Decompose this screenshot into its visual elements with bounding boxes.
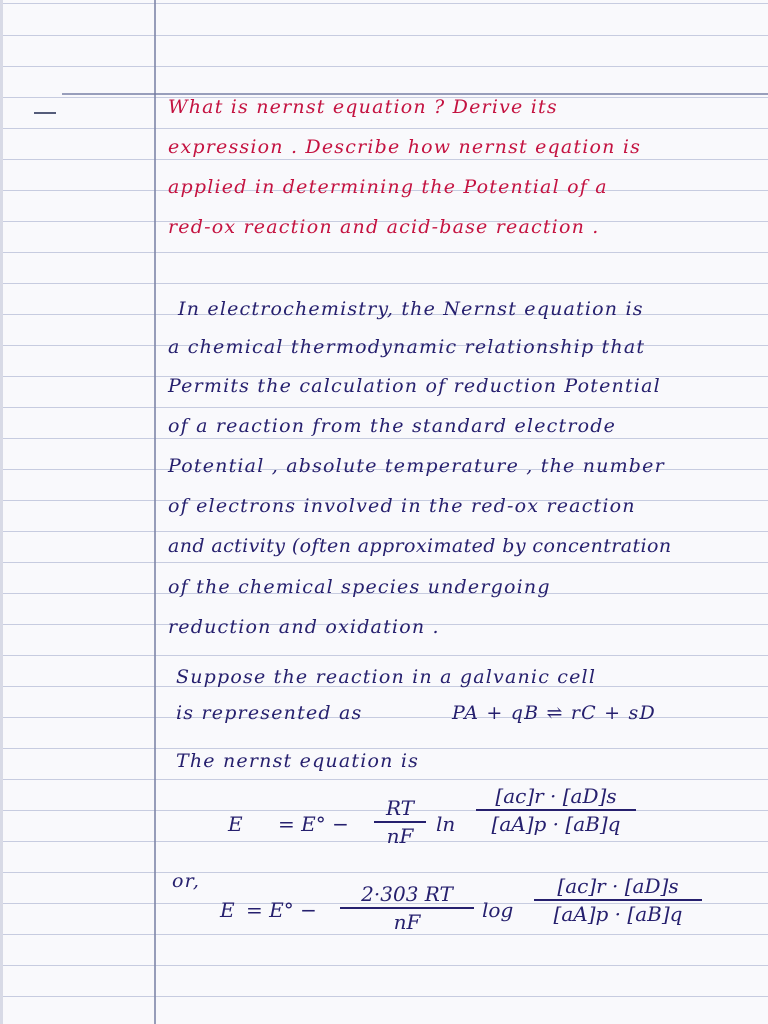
eq1-coef-numerator: RT <box>385 796 415 820</box>
eq2-coef-denominator: nF <box>393 910 421 934</box>
margin-tick-mark <box>34 112 56 114</box>
eq1-coefficient <box>374 796 426 848</box>
eq2-numerator: [ac]r · [aD]s <box>557 874 679 898</box>
eq1-fraction-bar <box>476 809 636 811</box>
eq2-quotient <box>534 874 702 926</box>
eq1-coef-denominator: nF <box>386 824 414 848</box>
eq2-fraction-bar <box>534 899 702 901</box>
answer-line-6: of electrons involved in the red-ox reaction <box>168 495 636 517</box>
eq1-equals: = E° − <box>278 812 349 836</box>
question-line-2: expression . Describe how nernst eqation is <box>168 136 642 158</box>
eq1-numerator: [ac]r · [aD]s <box>495 784 617 808</box>
eq1-coef-bar <box>374 821 426 823</box>
eq1-denominator: [aA]p · [aB]q <box>491 812 621 836</box>
header-rule <box>62 93 768 95</box>
eq2-equals: = E° − <box>246 898 317 922</box>
answer-line-4: of a reaction from the standard electrode <box>168 415 617 437</box>
page-edge-shadow <box>0 0 3 1024</box>
reaction-intro-line-2: is represented as <box>176 702 363 724</box>
eq2-denominator: [aA]p · [aB]q <box>553 902 683 926</box>
answer-line-3: Permits the calculation of reduction Potential <box>168 375 661 397</box>
question-line-3: applied in determining the Potential of a <box>168 176 608 198</box>
question-line-4: red-ox reaction and acid-base reaction . <box>168 216 600 238</box>
nernst-intro: The nernst equation is <box>176 750 420 772</box>
margin-line <box>154 0 156 1024</box>
eq2-coefficient <box>340 882 474 934</box>
reaction-intro-line-1: Suppose the reaction in a galvanic cell <box>176 666 597 688</box>
answer-line-7: and activity (often approximated by concentration <box>168 535 672 557</box>
eq1-lhs: E <box>228 812 243 836</box>
question-line-1: What is nernst equation ? Derive its <box>168 96 558 118</box>
or-label: or, <box>172 870 201 892</box>
answer-line-2: a chemical thermodynamic relationship that <box>168 336 646 358</box>
answer-line-1: In electrochemistry, the Nernst equation is <box>178 298 644 320</box>
eq2-lhs: E <box>220 898 235 922</box>
reaction-equation: PA + qB ⇌ rC + sD <box>452 702 656 724</box>
answer-line-8: of the chemical species undergoing <box>168 576 551 598</box>
answer-line-9: reduction and oxidation . <box>168 616 440 638</box>
eq2-coef-bar <box>340 907 474 909</box>
eq1-function: ln <box>436 812 456 836</box>
eq2-coef-numerator: 2·303 RT <box>361 882 453 906</box>
eq1-quotient <box>476 784 636 836</box>
eq2-function: log <box>482 898 514 922</box>
answer-line-5: Potential , absolute temperature , the number <box>168 455 665 477</box>
